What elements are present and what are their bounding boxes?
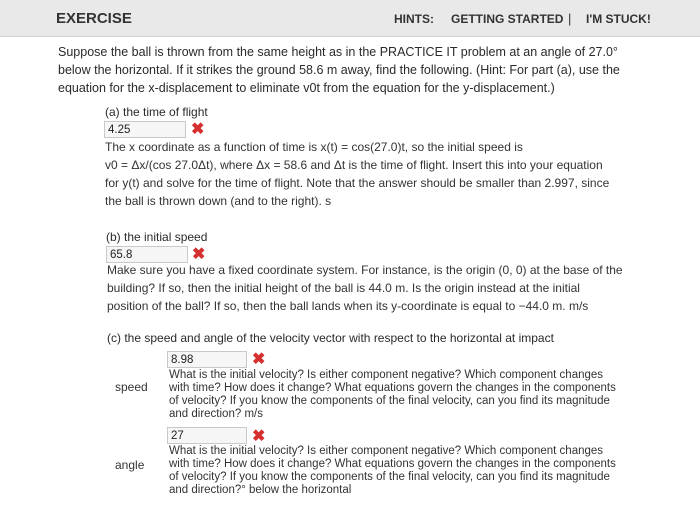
part-a-feedback-line: for y(t) and solve for the time of flight. Note that the answer should be smaller than 2.997, since <box>105 176 610 190</box>
part-a-feedback-line: the ball is thrown down (and to the right). s <box>105 194 332 208</box>
angle-answer-input[interactable]: 27 <box>167 427 247 444</box>
incorrect-x-icon: ✖ <box>192 246 206 263</box>
angle-feedback-line: with time? How does it change? What equations govern the changes in the components <box>169 458 616 470</box>
angle-feedback <box>169 445 655 497</box>
problem-statement <box>58 43 658 97</box>
exercise-header <box>0 0 700 37</box>
speed-feedback-line: with time? How does it change? What equations govern the changes in the components <box>169 382 616 394</box>
angle-row-label: angle <box>115 458 145 472</box>
incorrect-x-icon: ✖ <box>252 428 266 445</box>
part-b-feedback <box>107 261 623 315</box>
im-stuck-link[interactable]: I'M STUCK! <box>586 12 651 26</box>
exercise-title: EXERCISE <box>56 10 132 27</box>
getting-started-link[interactable]: GETTING STARTED <box>451 12 564 26</box>
header-separator: | <box>568 11 572 26</box>
speed-answer-input[interactable]: 8.98 <box>167 351 247 368</box>
problem-line-2: below the horizontal. If it strikes the ground 58.6 m away, find the following. (Hint: For part (a), use the <box>58 63 620 77</box>
part-a-feedback-line: The x coordinate as a function of time is x(t) = cos(27.0)t, so the initial speed is <box>105 140 523 154</box>
part-a-feedback-line: v0 = Δx/(cos 27.0Δt), where Δx = 58.6 and Δt is the time of flight. Insert this into your equation <box>105 158 603 172</box>
speed-feedback <box>169 369 655 421</box>
part-b-label: (b) the initial speed <box>106 230 208 244</box>
speed-feedback-line: and direction? m/s <box>169 408 263 420</box>
problem-line-1: Suppose the ball is thrown from the same height as in the PRACTICE IT problem at an angle of 27.0° <box>58 45 618 59</box>
speed-feedback-line: of velocity? If you know the components of the final velocity, can you find its magnitude <box>169 395 610 407</box>
part-b-feedback-line: Make sure you have a fixed coordinate system. For instance, is the origin (0, 0) at the base of the <box>107 263 623 277</box>
angle-feedback-line: and direction?° below the horizontal <box>169 484 352 496</box>
angle-feedback-line: of velocity? If you know the components of the final velocity, can you find its magnitude <box>169 471 610 483</box>
part-a-label: (a) the time of flight <box>105 105 208 119</box>
problem-line-3: equation for the x-displacement to eliminate v0t from the equation for the y-displacement.) <box>58 81 555 95</box>
angle-feedback-line: What is the initial velocity? Is either component negative? Which component changes <box>169 445 604 457</box>
part-b-feedback-line: position of the ball? If so, then the ball lands when its y-coordinate is equal to −44.0 m. m/s <box>107 299 589 313</box>
part-b-answer-input[interactable]: 65.8 <box>106 246 188 263</box>
incorrect-x-icon: ✖ <box>252 351 266 368</box>
part-a-answer-input[interactable]: 4.25 <box>104 121 186 138</box>
speed-feedback-line: What is the initial velocity? Is either component negative? Which component changes <box>169 369 604 381</box>
part-b-feedback-line: building? If so, then the initial height of the ball is 44.0 m. Is the origin instead at the initial <box>107 281 580 295</box>
part-c-label: (c) the speed and angle of the velocity vector with respect to the horizontal at impact <box>107 331 554 345</box>
part-a-feedback <box>105 138 609 210</box>
hints-label: HINTS: <box>394 12 434 26</box>
speed-row-label: speed <box>115 380 148 394</box>
incorrect-x-icon: ✖ <box>191 121 205 138</box>
